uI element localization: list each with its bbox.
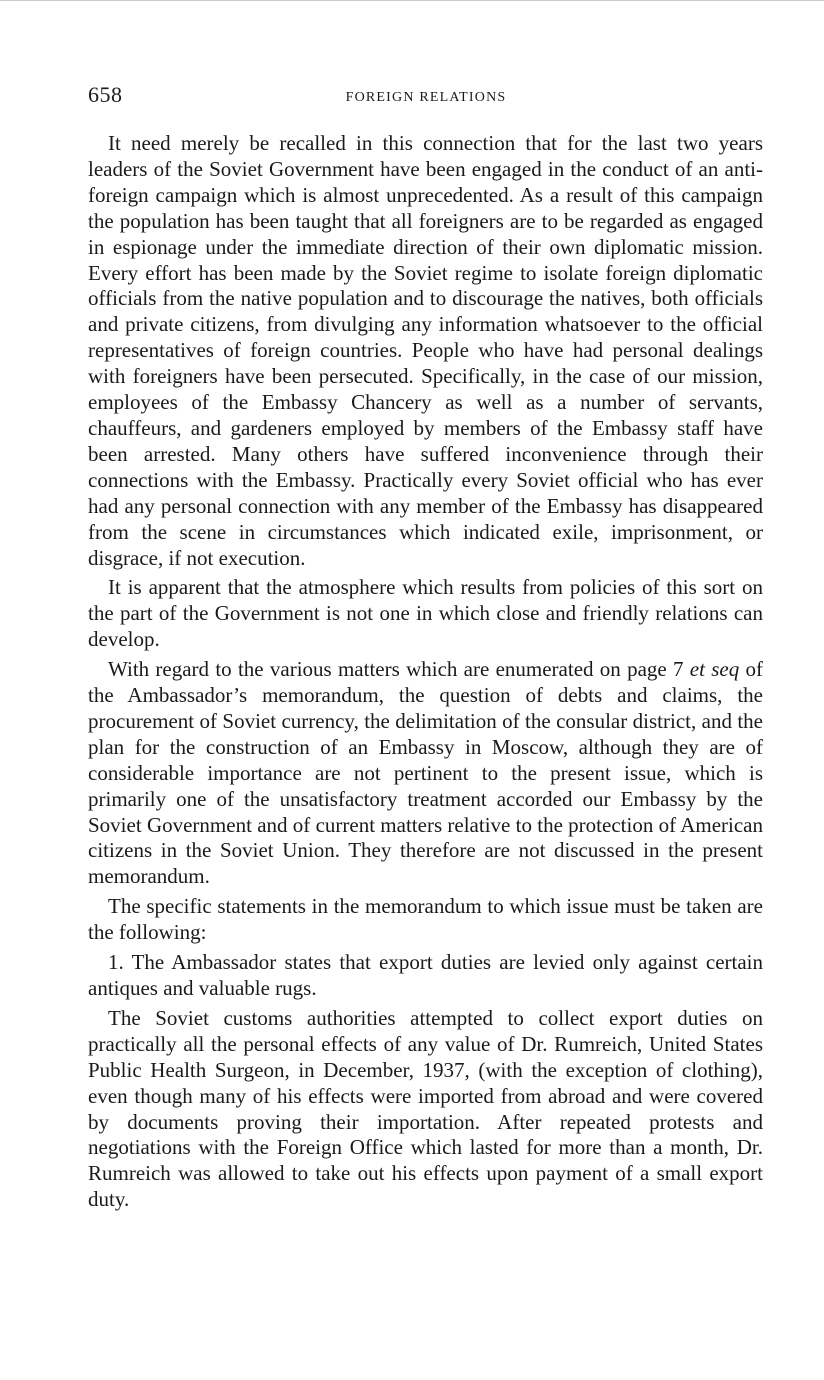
paragraph-various-matters: [88, 657, 763, 890]
page-number: 658: [88, 82, 123, 107]
running-title: FOREIGN RELATIONS: [345, 90, 507, 105]
paragraph-customs-authorities: The Soviet customs authorities attempted to collect export duties on practically all the personal effects of any value of Dr. Rumreich, United States Public Health Surgeon, in December, 1937, (with the exception of clothing), even though many of his effects were imported from abroad and were covered by documents proving their importation. After repeated protests and negotiations with the Foreign Office which lasted for more than a month, Dr. Rumreich was allowed to take out his effects upon payment of a small export duty.: [88, 1005, 763, 1212]
page-header: [88, 82, 764, 112]
paragraph-text-segment: With regard to the various matters which are enumerated on page 7: [108, 657, 690, 682]
paragraph-text-segment: of the Ambassador’s memorandum, the question of debts and claims, the procurement of Soviet currency, the delimitation of the consular district, and the plan for the construction of an Embassy in Moscow, although they are of considerable importance are not pertinent to the present issue, which is primarily one of the unsatisfactory treatment accorded our Embassy by the Soviet Government and of current matters relative to the protection of American citizens in the Soviet Union. They therefore are not discussed in the present memorandum.: [88, 657, 763, 889]
top-rule: [0, 0, 824, 1]
paragraph-atmosphere: It is apparent that the atmosphere which results from policies of this sort on the part of the Government is not one in which close and friendly relations can develop.: [88, 575, 763, 652]
document-body: [88, 131, 763, 1213]
paragraph-anti-foreign-campaign: It need merely be recalled in this connection that for the last two years leaders of the Soviet Government have been engaged in the conduct of an anti-foreign campaign which is almost unprecedented. As a result of this campaign the population has been taught that all foreigners are to be regarded as engaged in espionage under the immediate direction of their own diplomatic mission. Every effort has been made by the Soviet regime to isolate foreign diplomatic officials from the native population and to discourage the natives, both officials and private citizens, from divulging any information whatsoever to the official representatives of foreign countries. People who have had personal dealings with foreigners have been persecuted. Specifically, in the case of our mission, employees of the Embassy Chancery as well as a number of servants, chauffeurs, and gardeners employed by members of the Embassy staff have been arrested. Many others have suffered inconvenience through their connections with the Embassy. Practically every Soviet official who has ever had any personal connection with any member of the Embassy has disappeared from the scene in circumstances which indicated exile, imprisonment, or disgrace, if not execution.: [88, 131, 763, 570]
paragraph-specific-statements: The specific statements in the memorandum to which issue must be taken are the following:: [88, 894, 763, 945]
italic-et-seq: et seq: [689, 657, 740, 682]
paragraph-item-1: 1. The Ambassador states that export duties are levied only against certain antiques and valuable rugs.: [88, 950, 763, 1000]
